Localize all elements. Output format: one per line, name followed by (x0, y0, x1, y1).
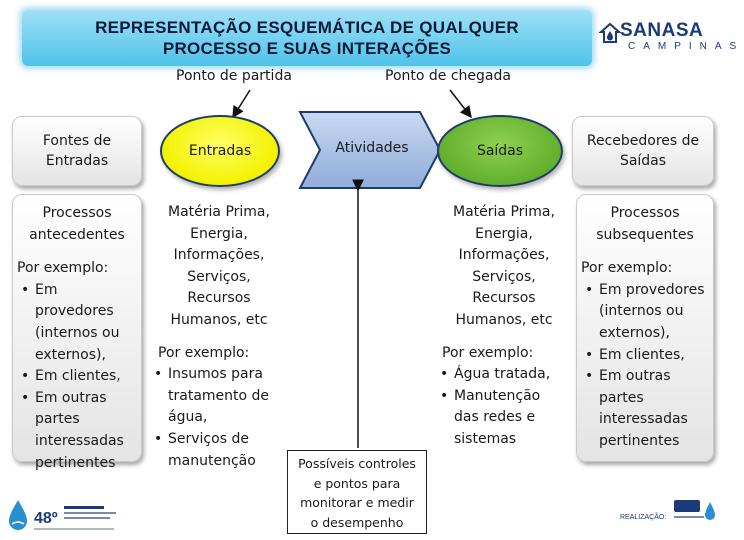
right-heading-1: Processos (610, 205, 680, 221)
water-drop-icon (4, 496, 124, 536)
list-item: • Manutenção das redes e sistemas (436, 386, 572, 451)
list-item: • Em clientes, (581, 345, 709, 367)
list-item: • Em outras partes interessadas pertinentes (17, 388, 137, 474)
outputs-label: Saídas (476, 143, 524, 159)
left-heading-1: Processos (42, 205, 112, 221)
end-point-label: Ponto de chegada (385, 68, 511, 84)
right-example-list (581, 280, 709, 453)
list-item: • Serviços de manutenção (150, 429, 288, 472)
list-item: • Em clientes, (17, 366, 137, 388)
left-example-list (17, 280, 137, 474)
inputs-example-list (150, 364, 288, 472)
activities-label: Atividades (335, 140, 409, 156)
logo-sub: CAMPINAS (628, 41, 744, 52)
outputs-example-label: Por exemplo: (442, 344, 534, 361)
control-box: Possíveis controles e pontos para monitorar e medir o desempenho (287, 450, 427, 534)
event-badge: 48º (34, 510, 58, 527)
list-item: • Em provedores (internos ou externos), (581, 280, 709, 345)
outputs-example-list (436, 364, 572, 450)
inputs-column: Matéria Prima, Energia, Informações, Serviços, Recursos Humanos, etc Por exemplo: • Insumos para tratamento de água, • Serviços de manutenção (150, 202, 288, 472)
sources-line-2: Entradas (45, 153, 109, 169)
left-example-label: Por exemplo: (17, 260, 109, 277)
left-heading-2: antecedentes (29, 226, 125, 243)
logo-brand: SANASA (620, 20, 704, 41)
start-point-label: Ponto de partida (176, 68, 292, 84)
sources-line-1: Fontes de (42, 133, 112, 149)
end-arrow (450, 90, 471, 117)
title-line-1: REPRESENTAÇÃO ESQUEMÁTICA DE QUALQUER (95, 18, 519, 37)
organizer-label: REALIZAÇÃO: (620, 514, 667, 521)
receivers-box (572, 116, 714, 186)
outputs-oval (437, 115, 563, 187)
receivers-line-2: Saídas (619, 153, 667, 169)
list-item: • Insumos para tratamento de água, (150, 364, 288, 429)
left-column-box (12, 194, 142, 471)
list-item: • Em provedores (internos ou externos), (17, 280, 137, 366)
list-item: • Água tratada, (436, 364, 572, 386)
title-line-2: PROCESSO E SUAS INTERAÇÕES (162, 39, 452, 58)
sources-box (12, 116, 142, 186)
receivers-line-1: Recebedores de (586, 133, 700, 149)
start-arrow (233, 90, 250, 117)
right-column-box (576, 194, 714, 462)
inputs-oval (160, 115, 280, 187)
right-heading-2: subsequentes (596, 226, 694, 243)
outputs-column: Matéria Prima, Energia, Informações, Serviços, Recursos Humanos, etc Por exemplo: • Água tratada, • Manutenção das redes e sistemas (436, 202, 572, 451)
organizer-emblem-icon (618, 494, 718, 538)
inputs-label: Entradas (188, 143, 252, 159)
event-logo (4, 496, 124, 540)
right-example-label: Por exemplo: (581, 260, 673, 277)
list-item: • Em outras partes interessadas pertinentes (581, 366, 709, 452)
inputs-example-label: Por exemplo: (158, 344, 250, 361)
